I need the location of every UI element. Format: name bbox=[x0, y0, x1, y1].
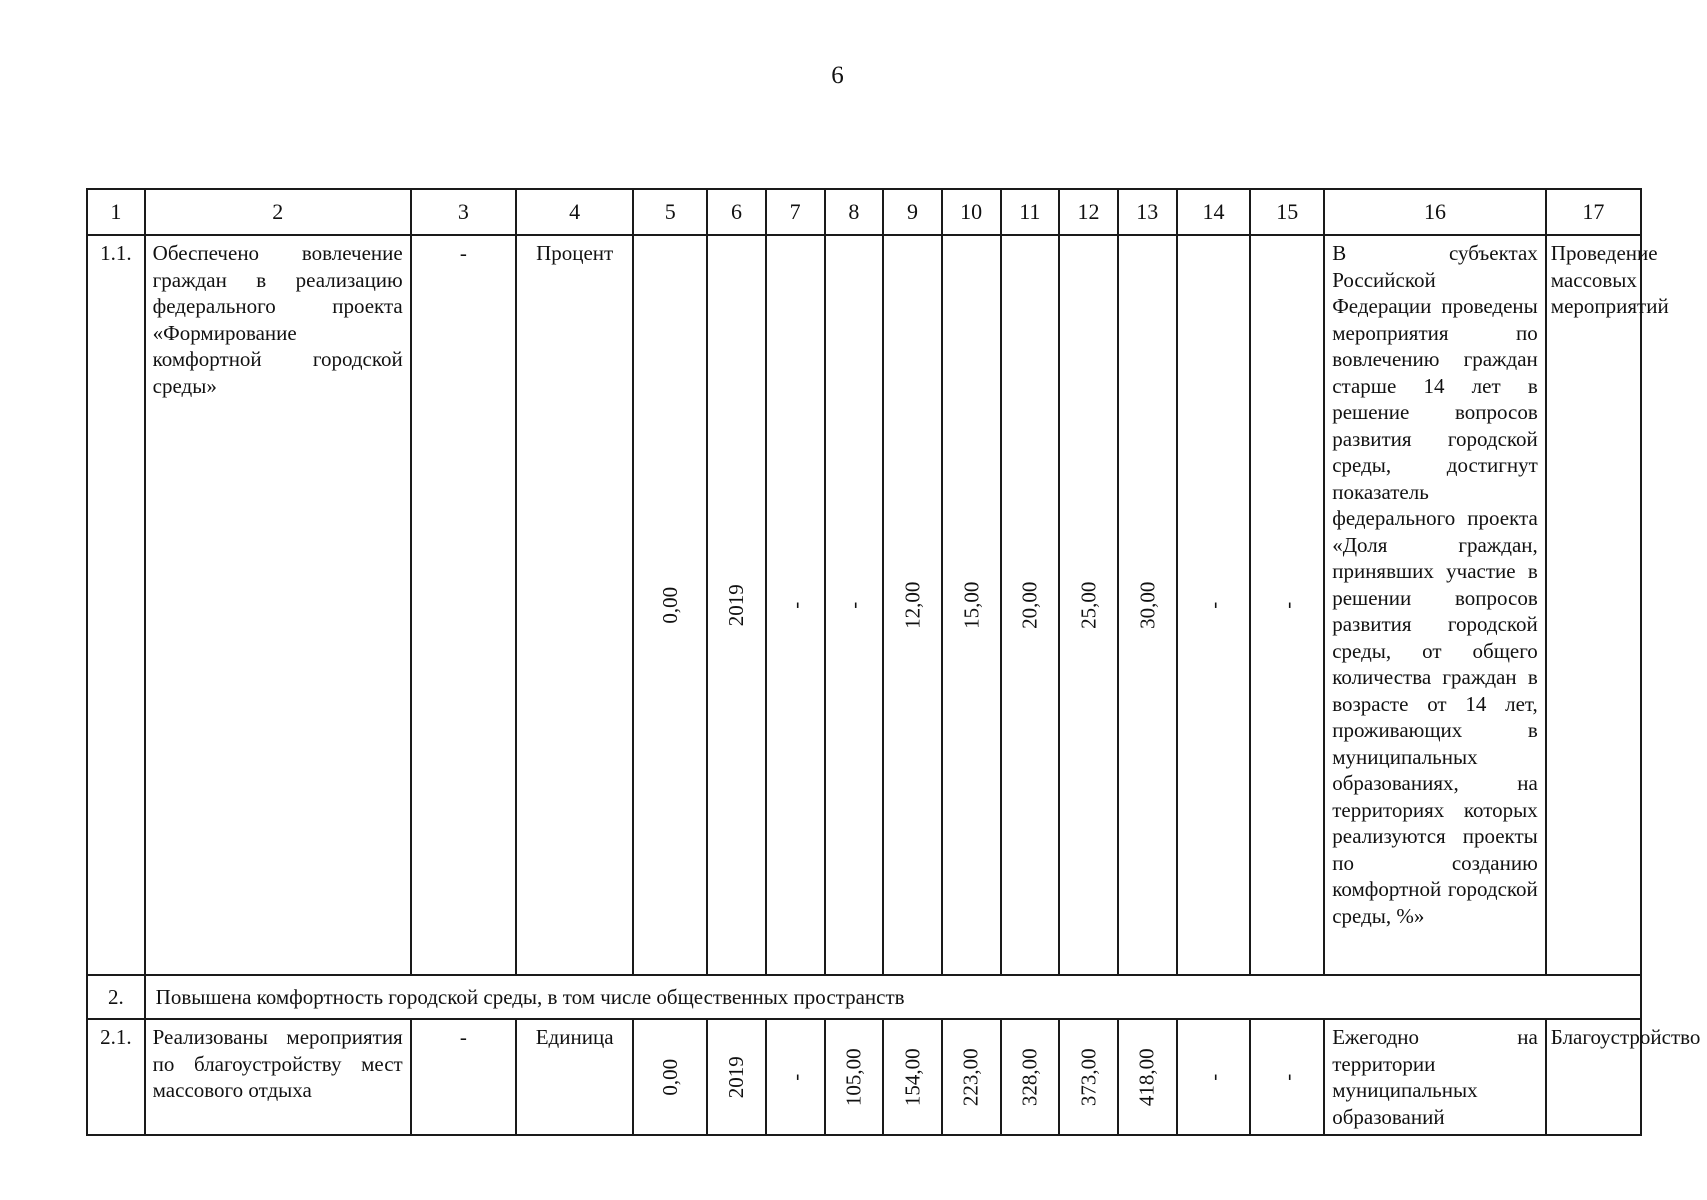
row-col12 bbox=[1059, 235, 1118, 975]
base-value-text: 0,00 bbox=[657, 1058, 682, 1096]
row-col11 bbox=[1001, 1019, 1060, 1135]
value-text: 223,00 bbox=[958, 1048, 983, 1106]
header-cell: 11 bbox=[1001, 189, 1060, 235]
header-cell: 3 bbox=[411, 189, 516, 235]
row-base-year bbox=[707, 1019, 766, 1135]
header-cell: 8 bbox=[825, 189, 884, 235]
header-cell: 17 bbox=[1546, 189, 1641, 235]
value-text: 418,00 bbox=[1134, 1048, 1159, 1106]
header-row bbox=[87, 189, 1641, 235]
header-cell: 2 bbox=[145, 189, 411, 235]
row-col9 bbox=[883, 1019, 942, 1135]
value-text: - bbox=[1201, 601, 1226, 609]
value-text: 154,00 bbox=[900, 1048, 925, 1106]
value-text: - bbox=[782, 1073, 807, 1081]
header-cell: 15 bbox=[1250, 189, 1324, 235]
header-cell: 13 bbox=[1118, 189, 1177, 235]
header-cell: 4 bbox=[516, 189, 633, 235]
table-row bbox=[87, 1019, 1641, 1135]
header-cell: 1 bbox=[87, 189, 145, 235]
page-number: 6 bbox=[831, 62, 844, 89]
row-col11 bbox=[1001, 235, 1060, 975]
section-row bbox=[87, 975, 1641, 1019]
header-cell: 10 bbox=[942, 189, 1001, 235]
row-result: Ежегодно на территории муниципальных образований bbox=[1324, 1019, 1546, 1135]
row-col14 bbox=[1177, 235, 1251, 975]
row-number: 1.1. bbox=[87, 235, 145, 975]
row-unit: Единица bbox=[516, 1019, 633, 1135]
value-text: 373,00 bbox=[1076, 1048, 1101, 1106]
value-text: 328,00 bbox=[1017, 1048, 1042, 1106]
base-year-text: 2019 bbox=[724, 584, 749, 626]
row-base-year bbox=[707, 235, 766, 975]
row-col12 bbox=[1059, 1019, 1118, 1135]
row-type: Проведение массовых мероприятий bbox=[1546, 235, 1641, 975]
row-base-value bbox=[633, 1019, 707, 1135]
header-cell: 7 bbox=[766, 189, 825, 235]
section-title: Повышена комфортность городской среды, в том числе общественных пространств bbox=[145, 975, 1641, 1019]
header-cell: 16 bbox=[1324, 189, 1546, 235]
row-col13 bbox=[1118, 235, 1177, 975]
value-text: 15,00 bbox=[958, 581, 983, 629]
base-year-text: 2019 bbox=[724, 1056, 749, 1098]
value-text: 25,00 bbox=[1076, 581, 1101, 629]
row-col14 bbox=[1177, 1019, 1251, 1135]
row-type: Благоустройство bbox=[1546, 1019, 1641, 1135]
row-col13 bbox=[1118, 1019, 1177, 1135]
header-cell: 14 bbox=[1177, 189, 1251, 235]
row-col3: - bbox=[411, 235, 516, 975]
value-text: - bbox=[1275, 601, 1300, 609]
results-table bbox=[86, 188, 1701, 1136]
value-text: - bbox=[1275, 1073, 1300, 1081]
row-unit: Процент bbox=[516, 235, 633, 975]
base-value-text: 0,00 bbox=[657, 586, 682, 624]
row-col10 bbox=[942, 1019, 1001, 1135]
row-name: Обеспечено вовлечение граждан в реализацию федерального проекта «Формирование комфортной городской среды» bbox=[145, 235, 411, 975]
header-cell: 12 bbox=[1059, 189, 1118, 235]
row-name: Реализованы мероприятия по благоустройству мест массового отдыха bbox=[145, 1019, 411, 1135]
row-col8 bbox=[825, 1019, 884, 1135]
row-col9 bbox=[883, 235, 942, 975]
value-text: 105,00 bbox=[841, 1048, 866, 1106]
value-text: - bbox=[1201, 1073, 1226, 1081]
row-col8 bbox=[825, 235, 884, 975]
value-text: 12,00 bbox=[900, 581, 925, 629]
row-col15 bbox=[1250, 235, 1324, 975]
table-row bbox=[87, 235, 1641, 975]
value-text: - bbox=[782, 601, 807, 609]
row-col3: - bbox=[411, 1019, 516, 1135]
row-col7 bbox=[766, 1019, 825, 1135]
row-base-value bbox=[633, 235, 707, 975]
row-col10 bbox=[942, 235, 1001, 975]
header-cell: 9 bbox=[883, 189, 942, 235]
row-col7 bbox=[766, 235, 825, 975]
value-text: 20,00 bbox=[1017, 581, 1042, 629]
section-number: 2. bbox=[87, 975, 145, 1019]
row-col15 bbox=[1250, 1019, 1324, 1135]
header-cell: 6 bbox=[707, 189, 766, 235]
row-number: 2.1. bbox=[87, 1019, 145, 1135]
value-text: 30,00 bbox=[1134, 581, 1159, 629]
row-result: В субъектах Российской Федерации проведены мероприятия по вовлечению граждан старше 14 лет в решение вопросов развития городской среды, достигнут показатель федерального проекта «Доля граждан, принявших участие в решении вопросов развития городской среды, от общего количества граждан в возрасте от 14 лет, проживающих в муниципальных образованиях, на территориях которых реализуются проекты по созданию комфортной городской среды, %» bbox=[1324, 235, 1546, 975]
value-text: - bbox=[841, 601, 866, 609]
header-cell: 5 bbox=[633, 189, 707, 235]
